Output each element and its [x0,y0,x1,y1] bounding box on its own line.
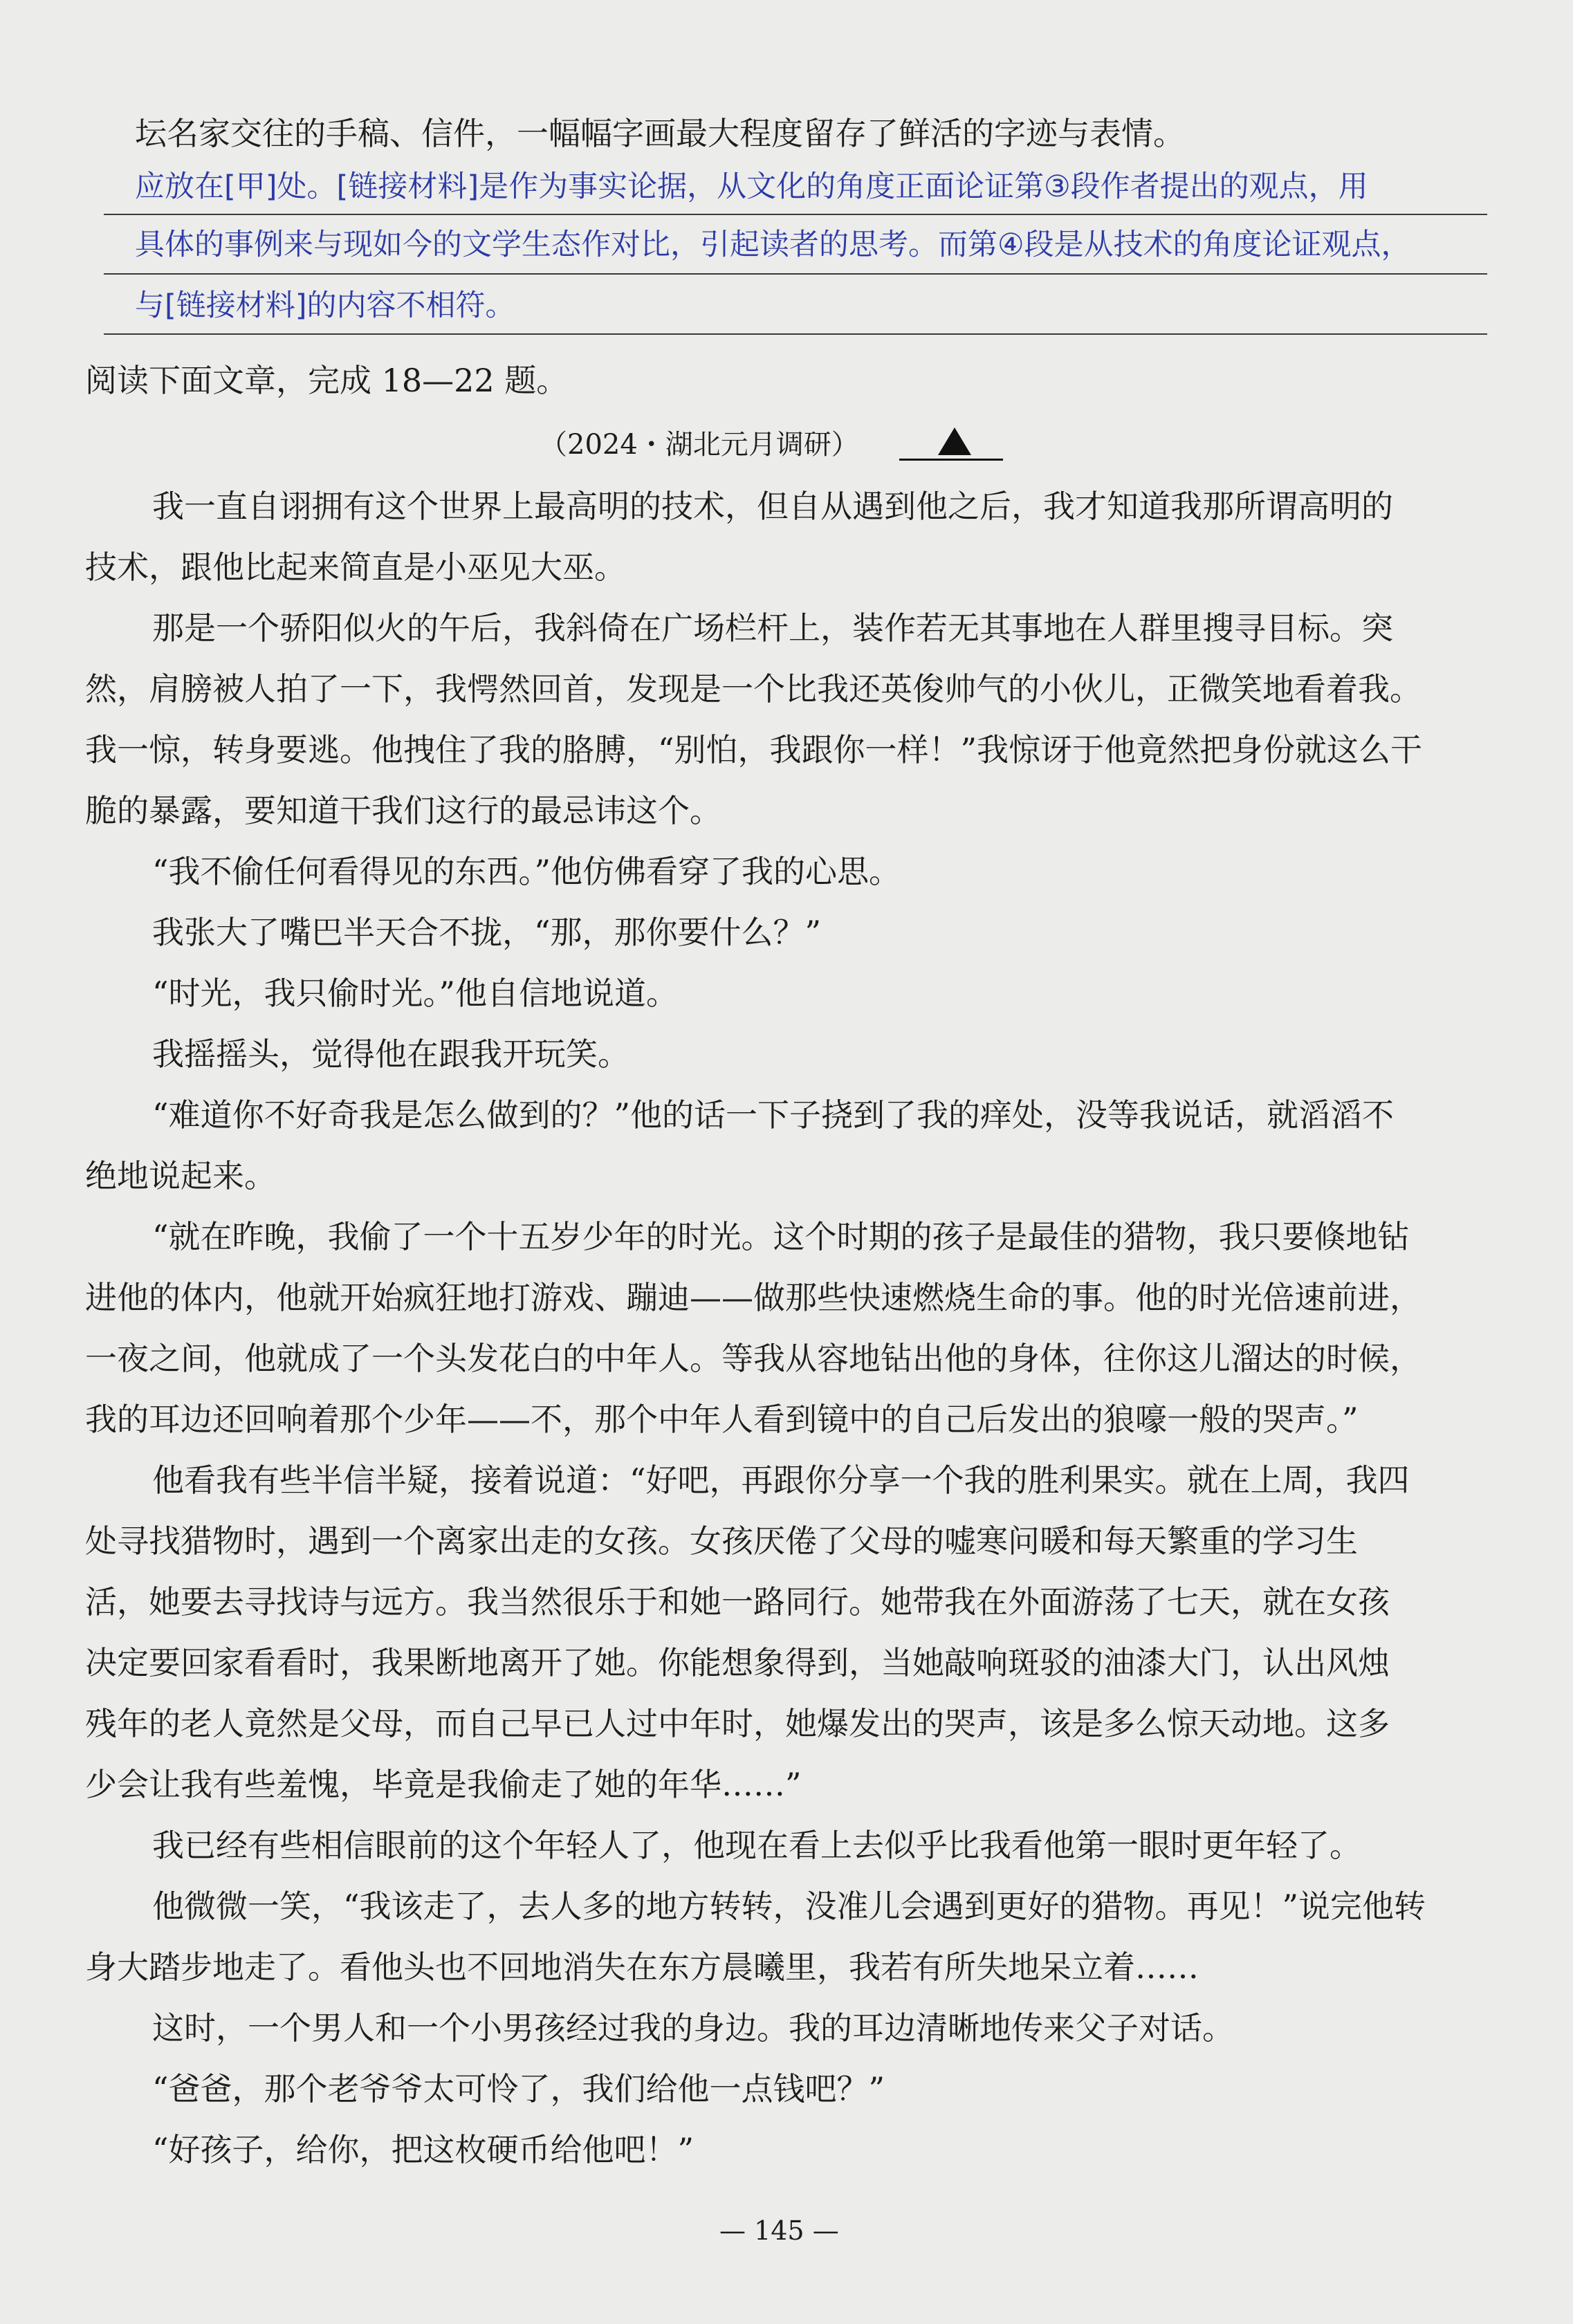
paragraph-line: 进他的体内，他就开始疯狂地打游戏、蹦迪——做那些快速燃烧生命的事。他的时光倍速前进， [85,1279,1422,1316]
paragraph-line: 处寻找猎物时，遇到一个离家出走的女孩。女孩厌倦了父母的嘘寒问暖和每天繁重的学习生 [85,1522,1358,1560]
paragraph-line: 少会让我有些羞愧，毕竟是我偷走了她的年华……” [85,1766,802,1803]
answer-line-2: 具体的事例来与现如今的文学生态作对比，引起读者的思考。而第④段是从技术的角度论证观点， [135,228,1411,262]
paragraph-line: 然，肩膀被人拍了一下，我愕然回首，发现是一个比我还英俊帅气的小伙儿，正微笑地看着我。 [85,670,1422,708]
paragraph-line: 我摇摇头，觉得他在跟我开玩笑。 [152,1035,629,1073]
answer-line-3: 与[链接材料]的内容不相符。 [135,288,515,323]
paragraph-line: “就在昨晚，我偷了一个十五岁少年的时光。这个时期的孩子是最佳的猎物，我只要倏地钻 [152,1218,1410,1255]
paragraph-line: “爸爸，那个老爷爷太可怜了，我们给他一点钱吧？” [152,2070,885,2108]
paragraph-line: 我的耳边还回响着那个少年——不，那个中年人看到镜中的自己后发出的狼嚎一般的哭声。” [85,1401,1359,1438]
reading-instruction: 阅读下面文章，完成 18—22 题。 [85,362,569,399]
paragraph-line: 这时，一个男人和一个小男孩经过我的身边。我的耳边清晰地传来父子对话。 [152,2009,1234,2047]
answer-line-1: 应放在[甲]处。[链接材料]是作为事实论据，从文化的角度正面论证第③段作者提出的观点，用 [135,169,1368,204]
answer-rule-2 [104,273,1487,275]
paragraph-line: 我张大了嘴巴半天合不拢，“那，那你要什么？” [152,914,822,951]
title-placeholder-triangle-icon [938,427,971,455]
paragraph-line: 他微微一笑，“我该走了，去人多的地方转转，没准儿会遇到更好的猎物。再见！”说完他转 [152,1888,1426,1925]
paragraph-line: 决定要回家看看时，我果断地离开了她。你能想象得到，当她敲响斑驳的油漆大门，认出风烛 [85,1644,1390,1681]
top-text-line: 坛名家交往的手稿、信件，一幅幅字画最大程度留存了鲜活的字迹与表情。 [135,115,1185,152]
answer-rule-3 [104,333,1487,335]
paragraph-line: 技术，跟他比起来简直是小巫见大巫。 [85,548,626,586]
paragraph-line: 一夜之间，他就成了一个头发花白的中年人。等我从容地钻出他的身体，往你这儿溜达的时候， [85,1340,1422,1377]
paragraph-line: 脆的暴露，要知道干我们这行的最忌讳这个。 [85,792,721,829]
title-placeholder-underline [899,459,1003,461]
source-note: （2024・湖北元月调研） [540,429,859,461]
paragraph-line: 残年的老人竟然是父母，而自己早已人过中年时，她爆发出的哭声，该是多么惊天动地。这多 [85,1705,1390,1742]
page-number: — 145 — [719,2215,839,2246]
paragraph-line: 绝地说起来。 [85,1157,276,1195]
paragraph-line: 身大踏步地走了。看他头也不回地消失在东方晨曦里，我若有所失地呆立着…… [85,1948,1199,1986]
paragraph-line: “难道你不好奇我是怎么做到的？”他的话一下子挠到了我的痒处，没等我说话，就滔滔不 [152,1096,1395,1134]
paragraph-line: 我已经有些相信眼前的这个年轻人了，他现在看上去似乎比我看他第一眼时更年轻了。 [152,1827,1361,1864]
paragraph-line: “时光，我只偷时光。”他自信地说道。 [152,975,679,1012]
paragraph-line: 我一直自诩拥有这个世界上最高明的技术，但自从遇到他之后，我才知道我那所谓高明的 [152,488,1393,525]
answer-rule-1 [104,214,1487,215]
paragraph-line: “好孩子，给你，把这枚硬币给他吧！” [152,2131,694,2168]
paragraph-line: “我不偷任何看得见的东西。”他仿佛看穿了我的心思。 [152,853,901,890]
paragraph-line: 活，她要去寻找诗与远方。我当然很乐于和她一路同行。她带我在外面游荡了七天，就在女孩 [85,1583,1390,1621]
paragraph-line: 我一惊，转身要逃。他拽住了我的胳膊，“别怕，我跟你一样！”我惊讶于他竟然把身份就这么干 [85,731,1423,768]
paragraph-line: 他看我有些半信半疑，接着说道：“好吧，再跟你分享一个我的胜利果实。就在上周，我四 [152,1461,1410,1499]
paragraph-line: 那是一个骄阳似火的午后，我斜倚在广场栏杆上，装作若无其事地在人群里搜寻目标。突 [152,609,1393,647]
